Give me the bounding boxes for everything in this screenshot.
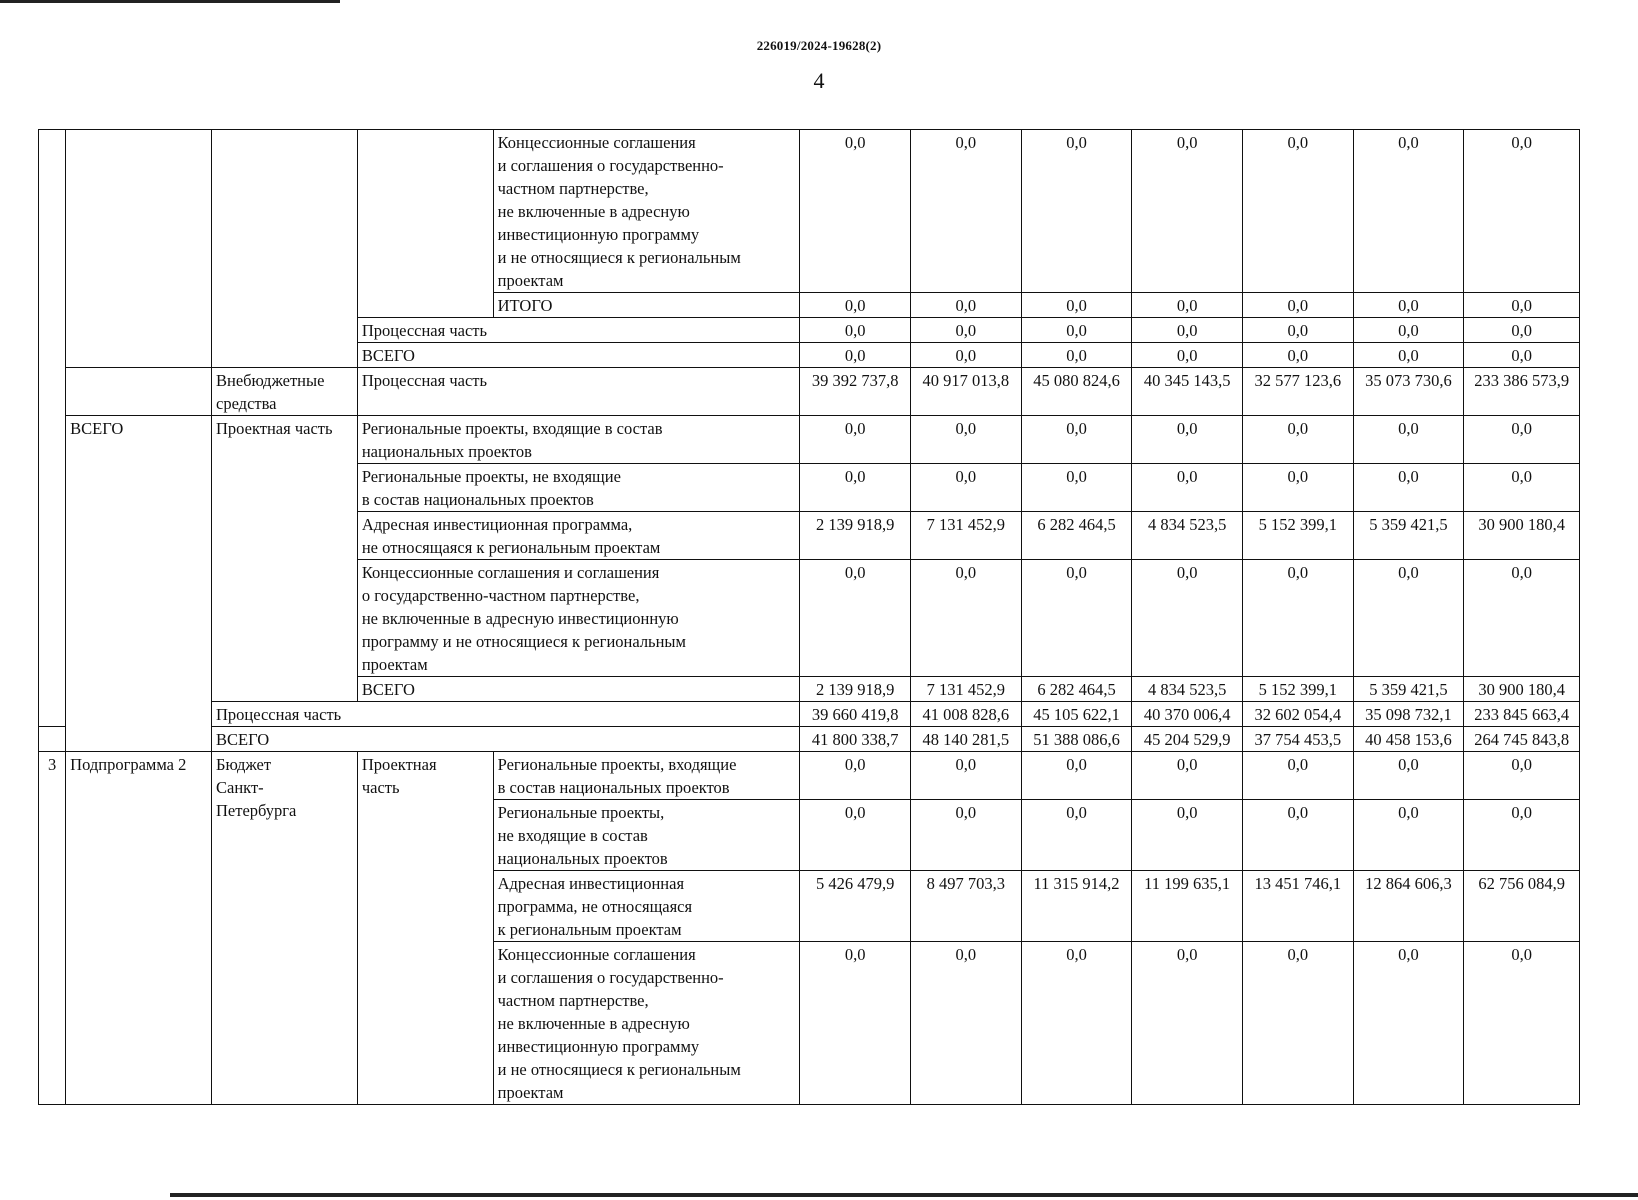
value-cell: 0,0 — [1353, 464, 1464, 512]
value-cell: 0,0 — [911, 752, 1022, 800]
value-cell: 0,0 — [1132, 318, 1243, 343]
value-cell: 0,0 — [911, 942, 1022, 1105]
value-cell: 0,0 — [1464, 343, 1580, 368]
value-cell: 0,0 — [1464, 800, 1580, 871]
value-cell: 0,0 — [1464, 560, 1580, 677]
row-label: Концессионные соглашения и соглашения о государственно-частном партнерстве, не включенные в адресную инвестиционную программу и не относящиеся к региональным проектам — [357, 560, 800, 677]
value-cell: 0,0 — [1132, 752, 1243, 800]
value-cell: 45 105 622,1 — [1021, 702, 1132, 727]
value-cell: 0,0 — [1464, 464, 1580, 512]
table-row — [39, 368, 1580, 416]
value-cell: 35 073 730,6 — [1353, 368, 1464, 416]
value-cell: 40 370 006,4 — [1132, 702, 1243, 727]
value-cell: 0,0 — [911, 800, 1022, 871]
value-cell: 41 008 828,6 — [911, 702, 1022, 727]
value-cell: 0,0 — [1464, 942, 1580, 1105]
row-label: Региональные проекты, не входящие в состав национальных проектов — [357, 464, 800, 512]
row-number-cell — [39, 130, 66, 727]
value-cell: 4 834 523,5 — [1132, 677, 1243, 702]
value-cell: 40 917 013,8 — [911, 368, 1022, 416]
value-cell: 39 392 737,8 — [800, 368, 911, 416]
source-cell — [212, 130, 358, 368]
value-cell: 0,0 — [1242, 560, 1353, 677]
value-cell: 40 458 153,6 — [1353, 727, 1464, 752]
row-label: Процессная часть — [357, 368, 800, 416]
value-cell: 39 660 419,8 — [800, 702, 911, 727]
value-cell: 37 754 453,5 — [1242, 727, 1353, 752]
value-cell: 12 864 606,3 — [1353, 871, 1464, 942]
value-cell: 233 845 663,4 — [1464, 702, 1580, 727]
row-label: ВСЕГО — [357, 677, 800, 702]
value-cell: 0,0 — [800, 293, 911, 318]
part-label: Проектная часть — [357, 752, 493, 1105]
value-cell: 0,0 — [1464, 416, 1580, 464]
value-cell: 0,0 — [1132, 343, 1243, 368]
value-cell: 51 388 086,6 — [1021, 727, 1132, 752]
value-cell: 41 800 338,7 — [800, 727, 911, 752]
value-cell: 0,0 — [1353, 942, 1464, 1105]
row-label: Региональные проекты, не входящие в состав национальных проектов — [493, 800, 800, 871]
value-cell: 0,0 — [1242, 343, 1353, 368]
value-cell: 0,0 — [1132, 130, 1243, 293]
row-label: Концессионные соглашения и соглашения о государственно- частном партнерстве, не включенные в адресную инвестиционную программу и не относящиеся к региональным проектам — [493, 942, 800, 1105]
value-cell: 32 602 054,4 — [1242, 702, 1353, 727]
part-cell — [357, 130, 493, 318]
value-cell: 40 345 143,5 — [1132, 368, 1243, 416]
value-cell: 0,0 — [1242, 130, 1353, 293]
value-cell: 0,0 — [1021, 464, 1132, 512]
scan-edge-mark — [0, 0, 340, 3]
row-label: ВСЕГО — [212, 727, 800, 752]
value-cell: 48 140 281,5 — [911, 727, 1022, 752]
value-cell: 0,0 — [1353, 752, 1464, 800]
group-label: ВСЕГО — [66, 416, 212, 752]
value-cell: 45 080 824,6 — [1021, 368, 1132, 416]
row-number-cell — [39, 727, 66, 752]
value-cell: 0,0 — [800, 416, 911, 464]
value-cell: 13 451 746,1 — [1242, 871, 1353, 942]
value-cell: 0,0 — [1242, 752, 1353, 800]
value-cell: 0,0 — [1021, 343, 1132, 368]
row-label: ВСЕГО — [357, 343, 800, 368]
value-cell: 0,0 — [1132, 560, 1243, 677]
table-row — [39, 752, 1580, 800]
value-cell: 62 756 084,9 — [1464, 871, 1580, 942]
value-cell: 0,0 — [1132, 416, 1243, 464]
document-id: 226019/2024-19628(2) — [756, 38, 882, 53]
value-cell: 0,0 — [1464, 293, 1580, 318]
value-cell: 0,0 — [1132, 293, 1243, 318]
part-label: Проектная часть — [212, 416, 358, 702]
value-cell: 4 834 523,5 — [1132, 512, 1243, 560]
row-label: Адресная инвестиционная программа, не относящаяся к региональным проектам — [493, 871, 800, 942]
value-cell: 5 359 421,5 — [1353, 512, 1464, 560]
value-cell: 0,0 — [1021, 752, 1132, 800]
row-label: Адресная инвестиционная программа, не относящаяся к региональным проектам — [357, 512, 800, 560]
value-cell: 35 098 732,1 — [1353, 702, 1464, 727]
value-cell: 5 426 479,9 — [800, 871, 911, 942]
row-label: Концессионные соглашения и соглашения о государственно- частном партнерстве, не включенные в адресную инвестиционную программу и не относящиеся к региональным проектам — [493, 130, 800, 293]
value-cell: 30 900 180,4 — [1464, 677, 1580, 702]
value-cell: 0,0 — [911, 416, 1022, 464]
value-cell: 0,0 — [800, 343, 911, 368]
value-cell: 0,0 — [1021, 800, 1132, 871]
value-cell: 0,0 — [800, 318, 911, 343]
value-cell: 7 131 452,9 — [911, 512, 1022, 560]
source-label: Бюджет Санкт- Петербурга — [212, 752, 358, 1105]
subprogram-label: Подпрограмма 2 — [66, 752, 212, 1105]
value-cell: 0,0 — [911, 293, 1022, 318]
table-row — [39, 727, 1580, 752]
value-cell: 0,0 — [1021, 318, 1132, 343]
row-label: Процессная часть — [212, 702, 800, 727]
value-cell: 32 577 123,6 — [1242, 368, 1353, 416]
value-cell: 0,0 — [1021, 942, 1132, 1105]
value-cell: 0,0 — [1464, 318, 1580, 343]
value-cell: 0,0 — [1464, 130, 1580, 293]
value-cell: 0,0 — [1132, 800, 1243, 871]
value-cell: 0,0 — [1242, 800, 1353, 871]
value-cell: 0,0 — [800, 130, 911, 293]
value-cell: 0,0 — [1353, 343, 1464, 368]
value-cell: 0,0 — [800, 560, 911, 677]
value-cell: 11 315 914,2 — [1021, 871, 1132, 942]
value-cell: 0,0 — [1021, 293, 1132, 318]
program-cell — [66, 130, 212, 368]
value-cell: 0,0 — [911, 343, 1022, 368]
budget-table-frame — [38, 129, 1580, 1103]
value-cell: 6 282 464,5 — [1021, 677, 1132, 702]
value-cell: 0,0 — [1242, 416, 1353, 464]
value-cell: 2 139 918,9 — [800, 677, 911, 702]
value-cell: 11 199 635,1 — [1132, 871, 1243, 942]
value-cell: 0,0 — [800, 942, 911, 1105]
value-cell: 0,0 — [1132, 464, 1243, 512]
value-cell: 0,0 — [1021, 416, 1132, 464]
value-cell: 0,0 — [1353, 800, 1464, 871]
value-cell: 0,0 — [800, 752, 911, 800]
value-cell: 0,0 — [1021, 560, 1132, 677]
value-cell: 0,0 — [911, 560, 1022, 677]
value-cell: 0,0 — [1353, 318, 1464, 343]
value-cell: 6 282 464,5 — [1021, 512, 1132, 560]
value-cell: 7 131 452,9 — [911, 677, 1022, 702]
row-label: Региональные проекты, входящие в состав национальных проектов — [493, 752, 800, 800]
value-cell: 5 359 421,5 — [1353, 677, 1464, 702]
value-cell: 8 497 703,3 — [911, 871, 1022, 942]
value-cell: 2 139 918,9 — [800, 512, 911, 560]
page-number: 4 — [813, 68, 825, 93]
value-cell: 0,0 — [1242, 318, 1353, 343]
source-label: Внебюджетные средства — [212, 368, 358, 416]
value-cell: 0,0 — [1353, 293, 1464, 318]
value-cell: 0,0 — [911, 464, 1022, 512]
budget-table — [38, 129, 1580, 1105]
value-cell: 0,0 — [1353, 416, 1464, 464]
value-cell: 233 386 573,9 — [1464, 368, 1580, 416]
program-cell — [66, 368, 212, 416]
table-row — [39, 130, 1580, 293]
row-label: ИТОГО — [493, 293, 800, 318]
value-cell: 0,0 — [1242, 293, 1353, 318]
value-cell: 0,0 — [1242, 464, 1353, 512]
value-cell: 0,0 — [911, 130, 1022, 293]
value-cell: 5 152 399,1 — [1242, 677, 1353, 702]
value-cell: 30 900 180,4 — [1464, 512, 1580, 560]
value-cell: 0,0 — [800, 800, 911, 871]
value-cell: 0,0 — [1242, 942, 1353, 1105]
value-cell: 0,0 — [1132, 942, 1243, 1105]
value-cell: 0,0 — [800, 464, 911, 512]
value-cell: 5 152 399,1 — [1242, 512, 1353, 560]
value-cell: 0,0 — [911, 318, 1022, 343]
row-number: 3 — [39, 752, 66, 1105]
table-row — [39, 702, 1580, 727]
table-row — [39, 416, 1580, 464]
value-cell: 0,0 — [1353, 560, 1464, 677]
value-cell: 0,0 — [1353, 130, 1464, 293]
row-label: Процессная часть — [357, 318, 800, 343]
value-cell: 264 745 843,8 — [1464, 727, 1580, 752]
value-cell: 45 204 529,9 — [1132, 727, 1243, 752]
value-cell: 0,0 — [1021, 130, 1132, 293]
row-label: Региональные проекты, входящие в состав национальных проектов — [357, 416, 800, 464]
scan-bottom-edge — [170, 1193, 1638, 1197]
value-cell: 0,0 — [1464, 752, 1580, 800]
